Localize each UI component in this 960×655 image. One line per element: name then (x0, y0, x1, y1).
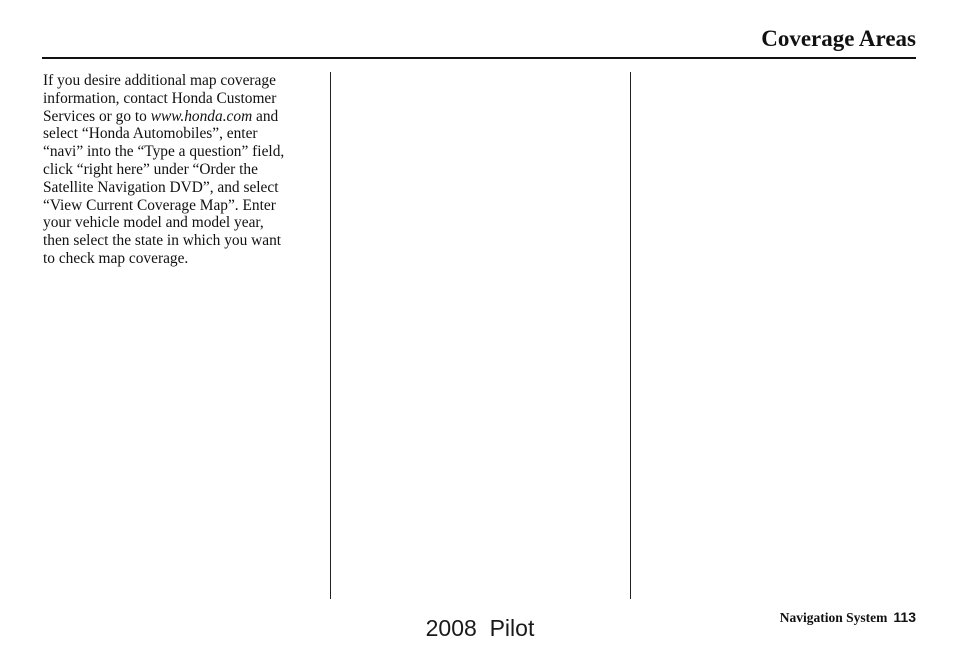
footer-section-name: Navigation System (779, 610, 888, 625)
body-line: your vehicle model and model year, (43, 214, 264, 232)
body-line: click “right here” under “Order the (43, 160, 258, 178)
page-number: 113 (893, 609, 916, 625)
header-rule (42, 57, 916, 59)
watermark: 2008 Pilot (425, 615, 535, 641)
body-line: to check map coverage. (43, 249, 189, 267)
body-text-segment: Services or go to (43, 107, 151, 125)
body-line: “View Current Coverage Map”. Enter (43, 196, 276, 214)
column-divider (330, 72, 331, 599)
body-text-segment: and (252, 107, 279, 125)
body-paragraph (43, 72, 323, 268)
body-line: information, contact Honda Customer (43, 89, 277, 107)
body-line: If you desire additional map coverage (43, 72, 276, 89)
body-line (43, 108, 323, 126)
body-line: “navi” into the “Type a question” field, (43, 143, 285, 161)
body-line: select “Honda Automobiles”, enter (43, 125, 258, 143)
body-line: Satellite Navigation DVD”, and select (43, 178, 279, 196)
honda-url: www.honda.com (150, 107, 253, 125)
page-title: Coverage Areas (761, 26, 916, 51)
body-line: then select the state in which you want (43, 232, 282, 250)
column-divider (630, 72, 631, 599)
